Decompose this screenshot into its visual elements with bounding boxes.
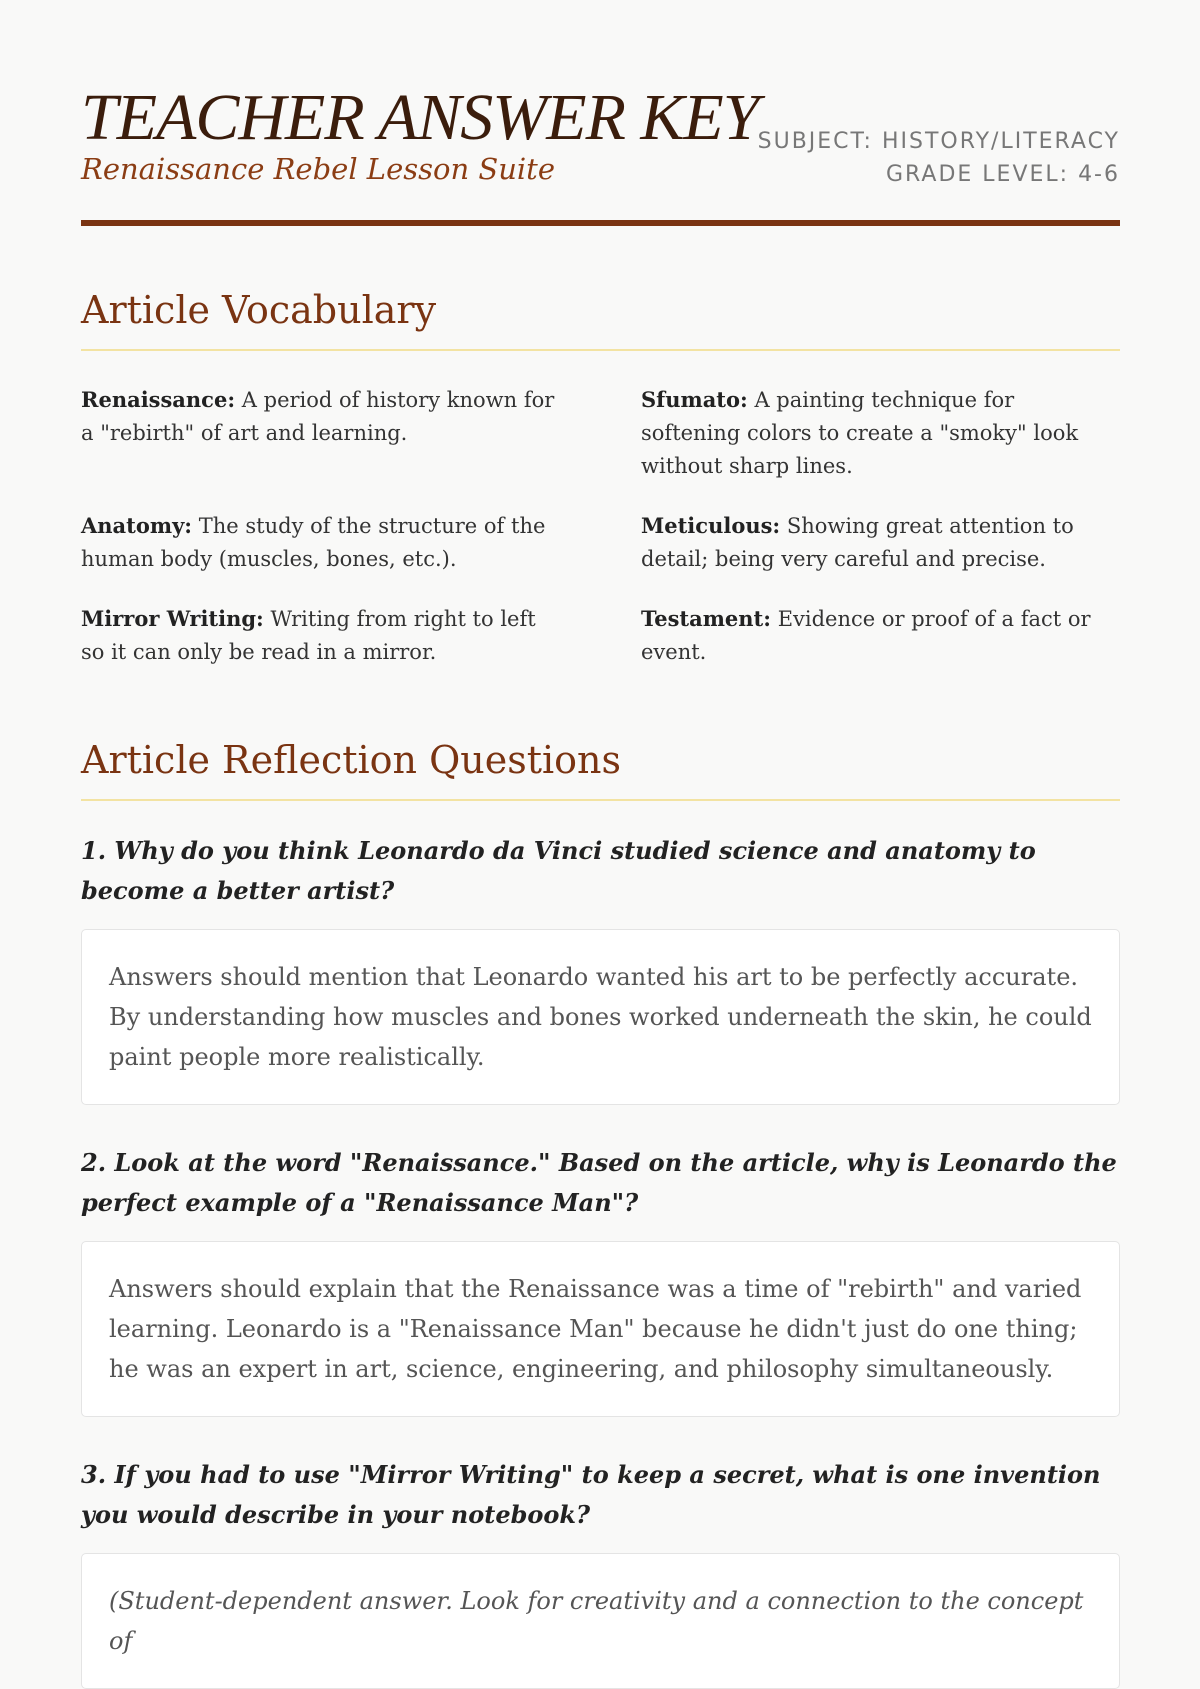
vocab-item-renaissance [81, 383, 555, 483]
grade-level-label: GRADE LEVEL: 4-6 [885, 162, 1120, 187]
header-divider [81, 220, 1120, 226]
vocab-term: Meticulous: [641, 513, 781, 538]
vocab-definition: Evidence or proof of a fact or event. [641, 607, 1091, 664]
subject-label: SUBJECT: HISTORY/LITERACY [757, 129, 1120, 154]
reflection-heading: Article Reflection Questions [81, 735, 1120, 801]
answer-box-1: Answers should mention that Leonardo wanted his art to be perfectly accurate. By understanding how muscles and bones worked underneath the skin, he could paint people more realistically. [81, 929, 1120, 1105]
page-title: TEACHER ANSWER KEY [81, 81, 759, 154]
vocab-definition: Writing from right to left so it can only be read in a mirror. [81, 607, 536, 664]
answer-key-page [81, 0, 1120, 1689]
vocab-term: Sfumato: [641, 387, 748, 412]
vocab-definition: Showing great attention to detail; being very careful and precise. [641, 514, 1074, 571]
question-2: 2. Look at the word "Renaissance." Based on the article, why is Leonardo the perfect example of a "Renaissance Man"? [81, 1148, 1117, 1217]
vocab-item-meticulous [641, 509, 1120, 576]
vocab-term: Renaissance: [81, 387, 236, 412]
question-1: 1. Why do you think Leonardo da Vinci studied science and anatomy to become a better artist? [81, 836, 1036, 905]
answer-box-3: (Student-dependent answer. Look for creativity and a connection to the concept of [81, 1553, 1120, 1689]
vocab-term: Anatomy: [81, 513, 193, 538]
reflection-section [81, 669, 1120, 1689]
vocab-definition: A period of history known for a "rebirth" of art and learning. [81, 388, 555, 445]
vocab-definition: A painting technique for softening colors to create a "smoky" look without sharp lines. [641, 388, 1079, 478]
vocab-item-mirror-writing [81, 602, 555, 669]
page-subtitle: Renaissance Rebel Lesson Suite [81, 152, 555, 186]
question-3: 3. If you had to use "Mirror Writing" to keep a secret, what is one invention you would describe in your notebook? [81, 1460, 1101, 1529]
vocabulary-heading: Article Vocabulary [81, 285, 1120, 351]
vocabulary-grid [81, 351, 1120, 669]
lesson-meta [758, 125, 1120, 191]
vocab-item-anatomy [81, 509, 555, 576]
vocab-item-sfumato [641, 383, 1120, 483]
vocab-term: Mirror Writing: [81, 606, 264, 631]
vocabulary-section [81, 227, 1120, 669]
answer-box-2: Answers should explain that the Renaissance was a time of "rebirth" and varied learning. Leonardo is a "Renaissance Man" because he didn't just do one thing; he was an expert in art, science, engineering, and philosophy simultaneously. [81, 1241, 1120, 1417]
header [81, 0, 1120, 227]
vocab-item-testament [641, 602, 1120, 669]
vocab-definition: The study of the structure of the human body (muscles, bones, etc.). [81, 514, 546, 571]
vocab-term: Testament: [641, 606, 772, 631]
